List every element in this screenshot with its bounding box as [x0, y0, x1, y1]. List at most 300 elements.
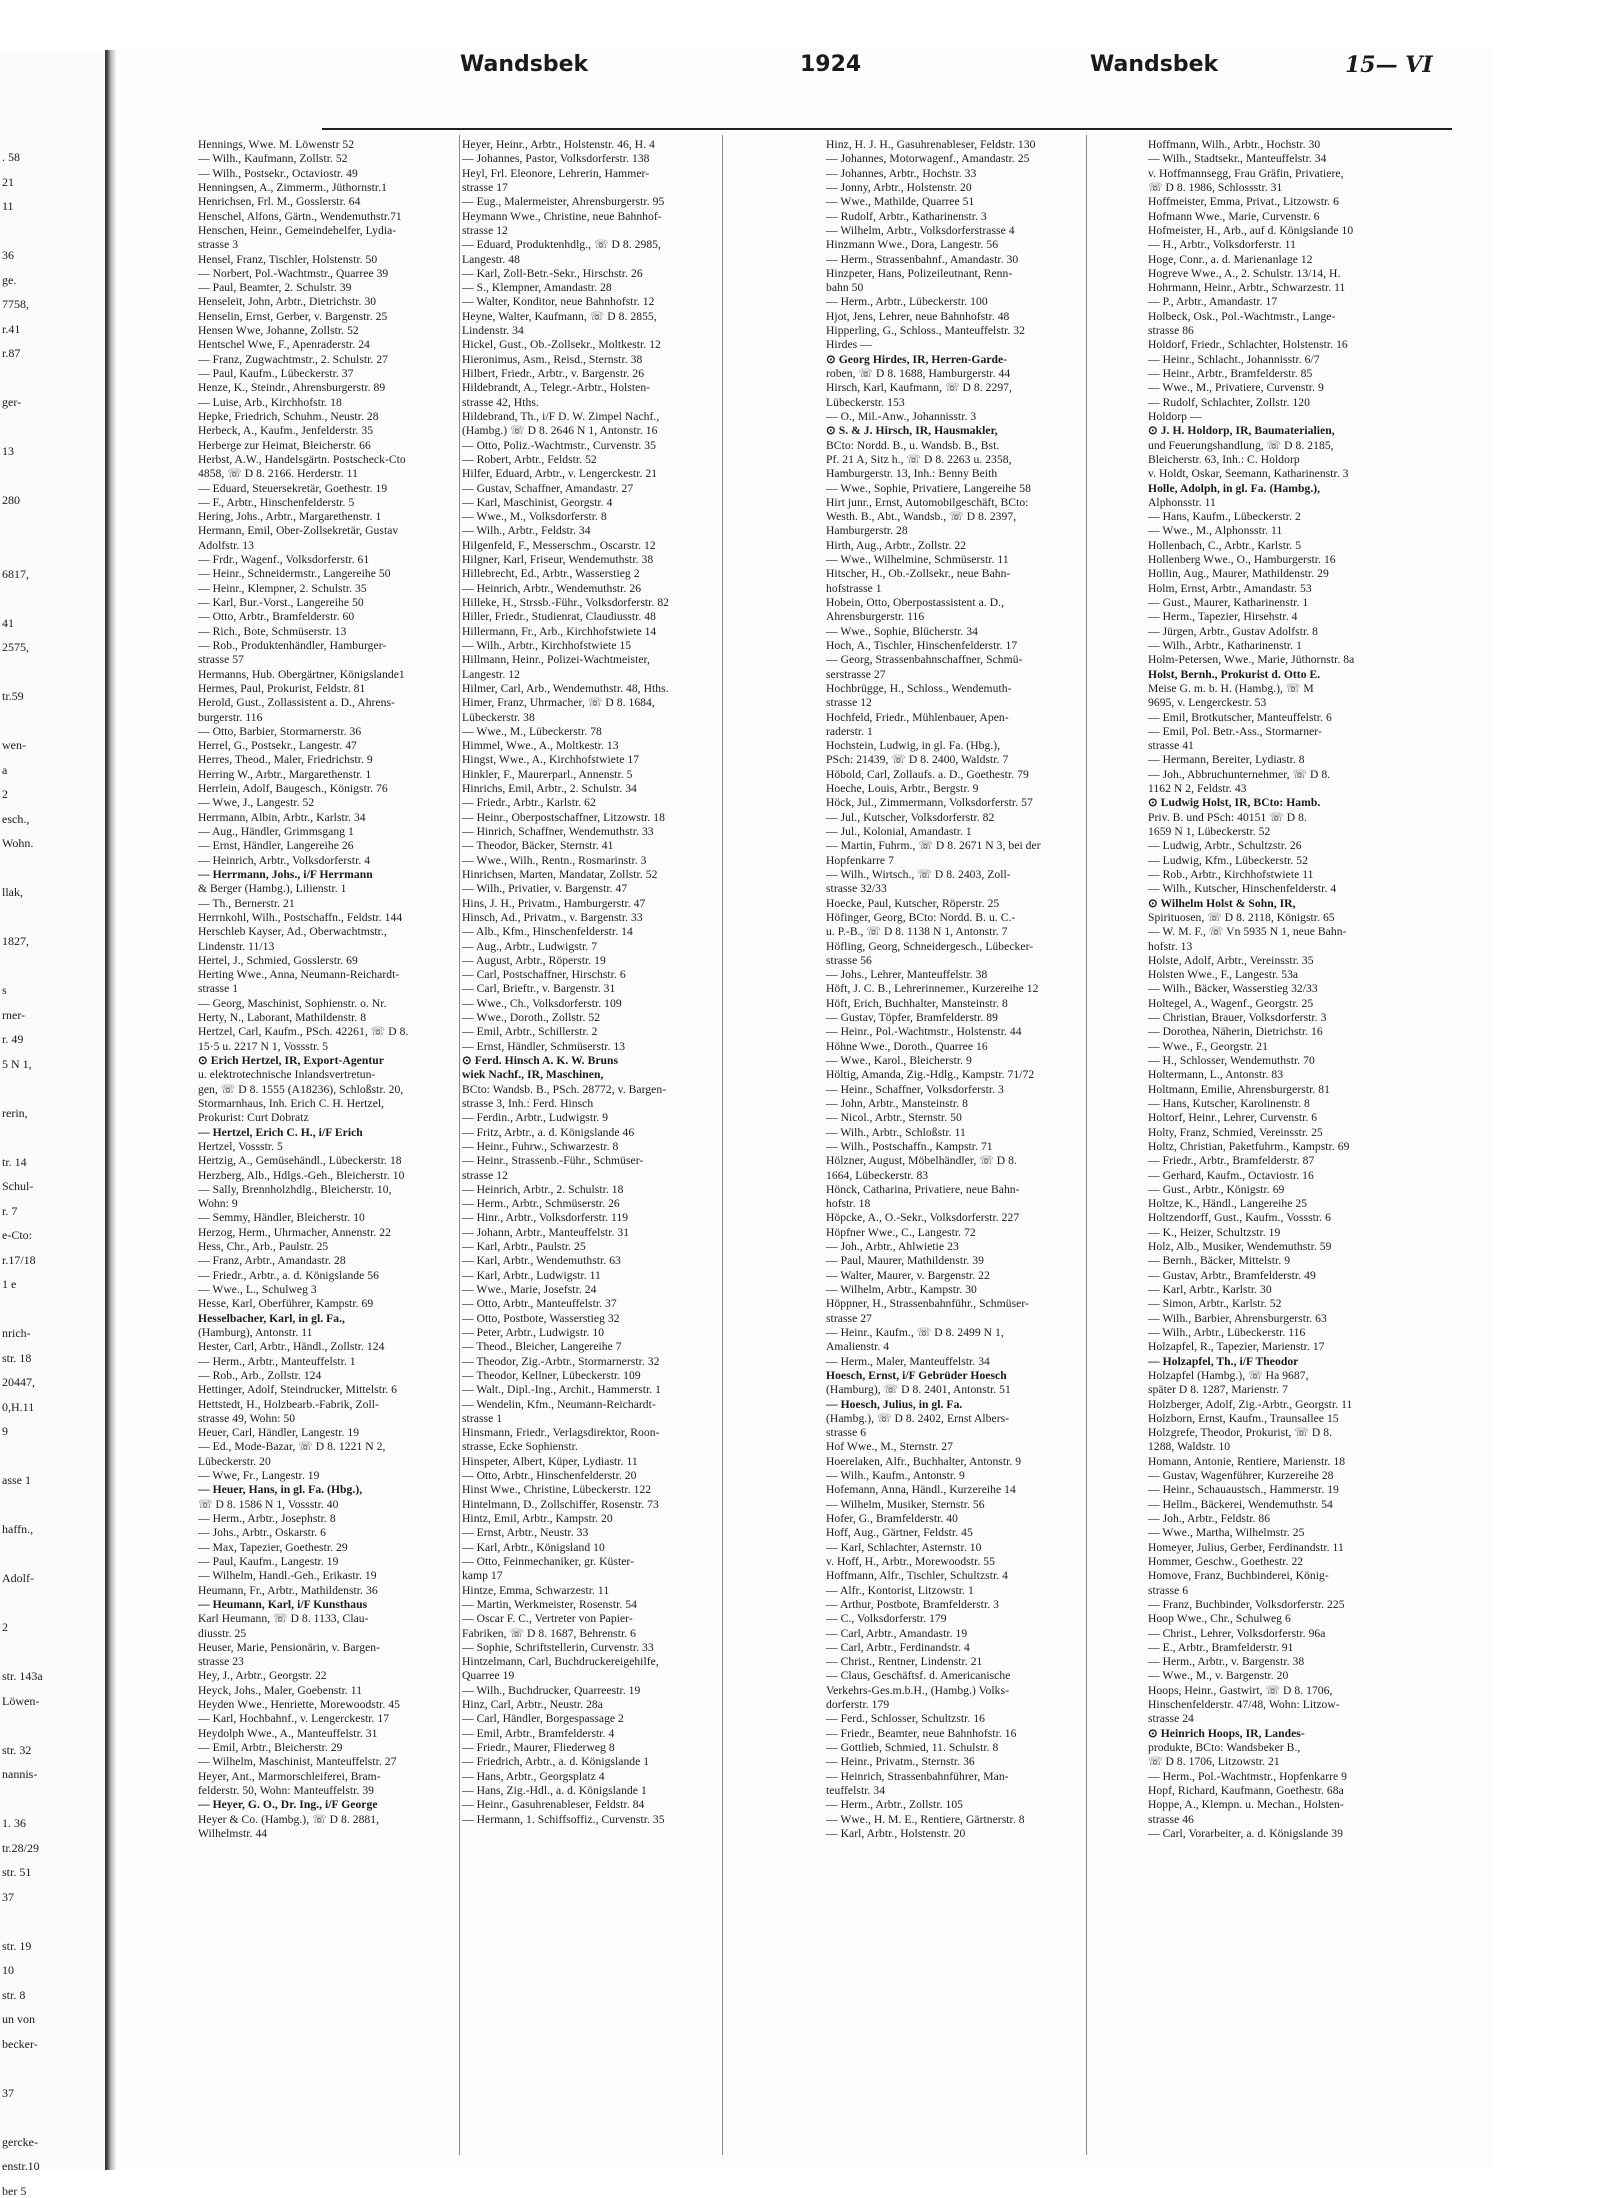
left-page-fragment-line: 21	[2, 174, 14, 189]
directory-entry-line: — Paul, Kaufm., Lübeckerstr. 37	[198, 367, 354, 380]
directory-entry-line: — Gottlieb, Schmied, 11. Schulstr. 8	[826, 1741, 999, 1754]
directory-entry-line: — Sophie, Schriftstellerin, Curvenstr. 33	[462, 1640, 654, 1654]
directory-entry-line: — Friedrich, Arbtr., a. d. Königslande 1	[462, 1755, 650, 1769]
directory-entry-line: Herrmann, Albin, Arbtr., Karlstr. 34	[198, 810, 366, 824]
directory-entry-line: Hensen Wwe, Johanne, Zollstr. 52	[198, 324, 359, 338]
directory-entry-line: — Ludwig, Arbtr., Schultzstr. 26	[1148, 839, 1302, 853]
directory-entry-line: — Jonny, Arbtr., Holstenstr. 20	[826, 180, 972, 194]
header-left-place: Wandsbek	[460, 52, 589, 77]
directory-entry-line: — P., Arbtr., Amandastr. 17	[1148, 295, 1278, 309]
directory-entry-line: — Otto, Arbtr., Manteuffelstr. 37	[462, 1297, 617, 1311]
directory-entry-line: Höhne Wwe., Doroth., Quarree 16	[826, 1039, 988, 1053]
directory-entry-line: — Wwe., M., Alphonsstr. 11	[1148, 524, 1283, 538]
directory-entry-line: ☏ D 8. 1586 N 1, Vossstr. 40	[198, 1497, 339, 1511]
directory-entry-line: — Wilh., Kaufmann, Zollstr. 52	[198, 152, 348, 166]
directory-entry-line: — Hermann, Bereiter, Lydiastr. 8	[1148, 753, 1305, 767]
directory-entry-line: — Karl, Arbtr., Wendemuthstr. 63	[462, 1254, 621, 1268]
directory-entry-line: — Herm., Tapezier, Hirsehstr. 4	[1148, 610, 1298, 624]
directory-entry-line: — Wwe., L., Schulweg 3	[198, 1283, 317, 1296]
directory-entry-line: Hertel, J., Schmied, Gosslerstr. 69	[198, 953, 358, 967]
directory-entry-line: Homeyer, Julius, Gerber, Ferdinandstr. 11	[1148, 1540, 1344, 1554]
directory-entry-line: — S., Klempner, Amandastr. 28	[462, 281, 612, 295]
directory-entry-line: — Johannes, Pastor, Volksdorferstr. 138	[462, 152, 650, 166]
directory-entry-line: Hillebrecht, Ed., Arbtr., Wasserstieg 2	[462, 567, 640, 581]
directory-entry-line: Hensel, Franz, Tischler, Holstenstr. 50	[198, 252, 378, 266]
left-page-fragment-line: r. 49	[2, 1032, 24, 1046]
directory-entry-line: — K., Heizer, Schultzstr. 19	[1148, 1225, 1281, 1239]
left-page-fragment-line: r. 7	[2, 1203, 18, 1218]
directory-entry-line: Hintzelmann, Carl, Buchdruckereigehilfe,	[462, 1655, 659, 1669]
directory-entry-line: — Joh., Arbtr., Ahlwietie 23	[826, 1240, 959, 1254]
directory-entry-line: Hinrichs, Emil, Arbtr., 2. Schulstr. 34	[462, 782, 637, 796]
directory-entry-line: — Emil, Arbtr., Bramfelderstr. 4	[462, 1726, 615, 1740]
directory-entry-line: Hillmann, Heinr., Polizei-Wachtmeister,	[462, 653, 650, 667]
left-page-fragment-line: ber 5	[2, 2183, 27, 2198]
directory-entry-line: Holbeck, Osk., Pol.-Wachtmstr., Lange-	[1148, 309, 1336, 323]
directory-entry-line: — Emil, Brotkutscher, Manteuffelstr. 6	[1148, 710, 1332, 724]
directory-entry-line: Stormarnhaus, Inh. Erich C. H. Hertzel,	[198, 1096, 385, 1110]
directory-entry-line: Höltig, Amanda, Zig.-Hdlg., Kampstr. 71/72	[826, 1068, 1035, 1082]
left-page-fragment-line: 13	[2, 444, 14, 458]
directory-entry-line: Lübeckerstr. 153	[826, 395, 905, 409]
directory-entry-line: Hinkler, F., Maurerparl., Annenstr. 5	[462, 767, 633, 781]
directory-entry-line: Hofmeister, H., Arb., auf d. Königslande 10	[1148, 223, 1354, 237]
directory-entry-line: Hofmann Wwe., Marie, Curvenstr. 6	[1148, 209, 1320, 223]
left-page-fragment-line: ge.	[2, 272, 17, 287]
directory-entry-line: Holste, Adolf, Arbtr., Vereinsstr. 35	[1148, 953, 1314, 967]
directory-entry-line: — Emil, Pol. Betr.-Ass., Stormarner-	[1148, 724, 1322, 738]
directory-entry-line: Hilgenfeld, F., Messerschm., Oscarstr. 12	[462, 538, 656, 552]
directory-entry-line: — Karl, Arbtr., Königsland 10	[462, 1540, 605, 1554]
left-page-fragment-line: tr. 14	[2, 1154, 27, 1169]
directory-entry-line: strasse 1	[462, 1411, 503, 1425]
left-page-fragment-line: 280	[2, 493, 20, 507]
directory-entry-line: — Ludwig, Kfm., Lübeckerstr. 52	[1148, 853, 1308, 867]
directory-entry-line: Holzberger, Adolf, Zig.-Arbtr., Georgstr. 11	[1148, 1397, 1353, 1411]
header-rule	[322, 128, 1452, 130]
directory-entry-line: — Wilh., Postschaffn., Kampstr. 71	[826, 1139, 993, 1153]
directory-entry-line: — Ferdin., Arbtr., Ludwigstr. 9	[462, 1111, 609, 1125]
directory-entry-line: ⊙ S. & J. Hirsch, IR, Hausmakler,	[826, 424, 998, 438]
directory-entry-line: — Karl, Arbtr., Ludwigstr. 11	[462, 1268, 601, 1282]
left-page-fragment-line: becker-	[2, 2036, 38, 2051]
directory-entry-line: Westh. B., Abt., Wandsb., ☏ D 8. 2397,	[826, 510, 1017, 524]
left-page-fragment-line: str. 51	[2, 1865, 32, 1879]
directory-entry-line: Hettstedt, H., Holzbearb.-Fabrik, Zoll-	[198, 1397, 379, 1411]
directory-entry-line: v. Hoffmannsegg, Frau Gräfin, Privatiere,	[1148, 166, 1344, 180]
directory-entry-line: — Emil, Arbtr., Bleicherstr. 29	[198, 1741, 343, 1754]
directory-entry-line: Hess, Chr., Arb., Paulstr. 25	[198, 1240, 329, 1254]
directory-entry-line: — Friedr., Arbtr., a. d. Königslande 56	[198, 1268, 379, 1282]
directory-entry-line: Hildebrandt, A., Telegr.-Arbtr., Holsten-	[462, 381, 651, 395]
directory-entry-line: — Gustav, Töpfer, Bramfelderstr. 89	[826, 1011, 998, 1025]
left-page-fragment-line: 0,H.11	[2, 1399, 35, 1414]
directory-entry-line: Henschel, Alfons, Gärtn., Wendemuthstr.71	[198, 209, 402, 223]
directory-entry-line: — Heinrich, Arbtr., 2. Schulstr. 18	[462, 1182, 624, 1196]
directory-entry-line: Fabriken, ☏ D 8. 1687, Behrenstr. 6	[462, 1626, 637, 1640]
directory-entry-line: Heyck, Johs., Maler, Goebenstr. 11	[198, 1683, 363, 1697]
directory-entry-line: 1162 N 2, Feldstr. 43	[1148, 782, 1247, 796]
directory-entry-line: Pf. 21 A, Sitz h., ☏ D 8. 2263 u. 2358,	[826, 452, 1012, 466]
directory-entry-line: Höck, Jul., Zimmermann, Volksdorferstr. 57	[826, 796, 1033, 810]
directory-entry-line: strasse 32/33	[826, 882, 887, 896]
directory-entry-line: Hinschenfelderstr. 47/48, Wohn: Litzow-	[1148, 1698, 1340, 1712]
directory-entry-line: — Wilhelm, Arbtr., Kampstr. 30	[826, 1283, 977, 1296]
directory-entry-line: Herzog, Herm., Uhrmacher, Annenstr. 22	[198, 1225, 391, 1239]
directory-entry-line: — Otto, Barbier, Stormarnerstr. 36	[198, 724, 362, 738]
directory-entry-line: — Carl, Postschaffner, Hirschstr. 6	[462, 968, 626, 982]
directory-entry-line: — Heumann, Karl, i/F Kunsthaus	[198, 1597, 368, 1611]
directory-entry-line: Hillermann, Fr., Arb., Kirchhofstwiete 14	[462, 624, 657, 638]
directory-entry-line: Herzberg, Alb., Hdlgs.-Geh., Bleicherstr. 10	[198, 1168, 405, 1182]
left-page-fragment-line: un von	[2, 2012, 35, 2026]
directory-entry-line: — Claus, Geschäftsf. d. Americanische	[826, 1669, 1011, 1683]
directory-entry-line: Henze, K., Steindr., Ahrensburgerstr. 89	[198, 381, 386, 395]
directory-entry-line: — Martin, Werkmeister, Rosenstr. 54	[462, 1597, 637, 1611]
directory-entry-line: Hoff, Aug., Gärtner, Feldstr. 45	[826, 1526, 973, 1540]
directory-entry-line: — Walter, Konditor, neue Bahnhofstr. 12	[462, 295, 655, 309]
directory-entry-line: — Eug., Malermeister, Ahrensburgerstr. 95	[462, 195, 665, 209]
directory-entry-line: Holzapfel, R., Tapezier, Marienstr. 17	[1148, 1340, 1325, 1354]
left-page-fragment-line: 1. 36	[2, 1816, 26, 1830]
directory-entry-line: Hochfeld, Friedr., Mühlenbauer, Apen-	[826, 710, 1009, 724]
directory-entry-line: — Wwe, Fr., Langestr. 19	[198, 1469, 320, 1483]
left-page-fragment-line: nannis-	[2, 1767, 38, 1781]
directory-entry-line: strasse 42, Hths.	[462, 395, 539, 409]
directory-entry-line: Herting Wwe., Anna, Neumann-Reichardt-	[198, 968, 400, 982]
directory-entry-line: — W. M. F., ☏ Vn 5935 N 1, neue Bahn-	[1148, 925, 1347, 939]
directory-entry-line: Hennings, Wwe. M. Löwenstr 52	[198, 138, 355, 151]
directory-entry-line: Hirt junr., Ernst, Automobilgeschäft, BCto:	[826, 495, 1029, 509]
directory-entry-line: Hinsmann, Friedr., Verlagsdirektor, Roon-	[462, 1426, 660, 1440]
directory-entry-line: Holtegel, A., Wagenf., Georgstr. 25	[1148, 996, 1314, 1010]
directory-entry-line: — Hoesch, Julius, in gl. Fa.	[826, 1397, 963, 1411]
directory-entry-line: — Wilh., Privatier, v. Bargenstr. 47	[462, 882, 628, 896]
directory-entry-line: — Wwe., Martha, Wilhelmstr. 25	[1148, 1526, 1305, 1540]
directory-entry-line: — Heinrich, Strassenbahnführer, Man-	[826, 1769, 1009, 1783]
column-divider	[459, 135, 460, 2155]
directory-entry-line: Homann, Antonie, Rentiere, Marienstr. 18	[1148, 1454, 1346, 1468]
directory-entry-line: Hilmer, Carl, Arb., Wendemuthstr. 48, Hths.	[462, 681, 669, 695]
directory-entry-line: — Carl, Händler, Borgespassage 2	[462, 1712, 624, 1726]
directory-entry-line: — Karl, Zoll-Betr.-Sekr., Hirschstr. 26	[462, 266, 643, 280]
directory-entry-line: — Hertzel, Erich C. H., i/F Erich	[198, 1125, 363, 1139]
directory-entry-line: — E., Arbtr., Bramfelderstr. 91	[1148, 1640, 1294, 1654]
directory-entry-line: — Wilh., Buchdrucker, Quarreestr. 19	[462, 1683, 641, 1697]
directory-entry-line: — Sally, Brennholzhdlg., Bleicherstr. 10,	[198, 1182, 392, 1196]
directory-entry-line: ⊙ J. H. Holdorp, IR, Baumaterialien,	[1148, 424, 1335, 438]
directory-entry-line: — Norbert, Pol.-Wachtmstr., Quarree 39	[198, 266, 389, 280]
directory-entry-line: wiek Nachf., IR, Maschinen,	[462, 1068, 604, 1082]
left-page-fragment-line: s	[2, 983, 7, 997]
left-page-fragment-line: 7758,	[2, 297, 29, 311]
directory-entry-line: Hilfer, Eduard, Arbtr., v. Lengerckestr. 21	[462, 467, 658, 481]
directory-entry-line: Ahrensburgerstr. 116	[826, 610, 925, 624]
directory-entry-line: — Wilh., Wirtsch., ☏ D 8. 2403, Zoll-	[826, 867, 1011, 881]
directory-entry-line: Hoop Wwe., Chr., Schulweg 6	[1148, 1612, 1291, 1626]
directory-entry-line: — Heinr., Privatm., Sternstr. 36	[826, 1755, 975, 1769]
directory-entry-line: — Karl, Schlachter, Asternstr. 10	[826, 1540, 982, 1554]
directory-entry-line: strasse 57	[198, 653, 244, 667]
directory-entry-line: Himer, Franz, Uhrmacher, ☏ D 8. 1684,	[462, 696, 655, 710]
directory-entry-line: — Wilh., Barbier, Ahrensburgerstr. 63	[1148, 1311, 1327, 1325]
directory-entry-line: Holm-Petersen, Wwe., Marie, Jüthornstr. 8a	[1148, 653, 1355, 667]
directory-entry-line: — Heinrich, Arbtr., Volksdorferstr. 4	[198, 853, 371, 867]
directory-entry-line: Hoerelaken, Alfr., Buchhalter, Antonstr. 9	[826, 1454, 1022, 1468]
directory-entry-line: — Alb., Kfm., Hinschenfelderstr. 14	[462, 925, 633, 939]
directory-entry-line: — August, Arbtr., Röperstr. 19	[462, 953, 606, 967]
directory-entry-line: serstrasse 27	[826, 667, 886, 681]
left-page-fragment-line: gercke-	[2, 2134, 38, 2149]
directory-entry-line: — Gustav, Wagenführer, Kurzereihe 28	[1148, 1469, 1334, 1483]
directory-entry-line: 15·5 u. 2217 N 1, Vossstr. 5	[198, 1039, 329, 1053]
directory-entry-line: Hertzig, A., Gemüsehändl., Lübeckerstr. 18	[198, 1154, 402, 1168]
directory-entry-line: Hildebrand, Th., i/F D. W. Zimpel Nachf.,	[462, 409, 660, 423]
left-page-fragment-line: nrich-	[2, 1326, 31, 1340]
directory-entry-line: — Wilhelm, Arbtr., Volksdorferstrasse 4	[826, 223, 1015, 237]
left-page-fragment-line: Löwen-	[2, 1693, 40, 1708]
left-page-fragment-line: tr.59	[2, 689, 24, 703]
directory-entry-line: Hochbrügge, H., Schloss., Wendemuth-	[826, 681, 1012, 695]
directory-entry-line: Hieronimus, Asm., Reisd., Sternstr. 38	[462, 352, 643, 366]
directory-entry-line: — Rob., Arb., Zollstr. 124	[198, 1368, 322, 1382]
directory-entry-line: — Herm., Arbtr., Josephstr. 8	[198, 1512, 336, 1525]
directory-entry-line: — Wwe., M., Lübeckerstr. 78	[462, 724, 602, 738]
left-page-fragment-line: enstr.10	[2, 2159, 40, 2173]
directory-entry-line: Hirth, Aug., Arbtr., Zollstr. 22	[826, 538, 967, 552]
directory-entry-line: (Hambg.) ☏ D 8. 2646 N 1, Antonstr. 16	[462, 424, 658, 438]
left-page-fragment-line: r.17/18	[2, 1252, 36, 1267]
left-page-fragment-line: 36	[2, 248, 14, 262]
directory-entry-line: BCto: Nordd. B., u. Wandsb. B., Bst.	[826, 438, 1000, 452]
directory-entry-line: — Max, Tapezier, Goethestr. 29	[198, 1540, 348, 1554]
directory-entry-line: — Wwe, J., Langestr. 52	[198, 796, 315, 810]
directory-entry-line: — Heinr., Gasuhrenableser, Feldstr. 84	[462, 1798, 645, 1812]
directory-entry-line: PSch: 21439, ☏ D 8. 2400, Waldstr. 7	[826, 753, 1009, 767]
directory-entry-line: Henseleit, John, Arbtr., Dietrichstr. 30	[198, 295, 377, 309]
directory-entry-line: — Herm., Maler, Manteuffelstr. 34	[826, 1354, 990, 1368]
directory-entry-line: — Wilh., Kaufm., Antonstr. 9	[826, 1469, 965, 1483]
directory-entry-line: — Frdr., Wagenf., Volksdorferstr. 61	[198, 553, 370, 567]
directory-entry-line: Hogreve Wwe., A., 2. Schulstr. 13/14, H.	[1148, 266, 1341, 280]
directory-entry-line: — Eduard, Produktenhdlg., ☏ D 8. 2985,	[462, 238, 661, 252]
directory-entry-line: Hoffmeister, Emma, Privat., Litzowstr. 6	[1148, 195, 1339, 209]
directory-entry-line: — Hans, Kutscher, Karolinenstr. 8	[1148, 1096, 1310, 1110]
directory-entry-line: Holzapfel (Hambg.), ☏ Ha 9687,	[1148, 1368, 1309, 1382]
directory-entry-line: Hertzel, Carl, Kaufm., PSch. 42261, ☏ D 8.	[198, 1025, 409, 1039]
directory-entry-line: — Herm., Arbtr., Lübeckerstr. 100	[826, 295, 988, 309]
directory-entry-line: — Rob., Produktenhändler, Hamburger-	[198, 638, 387, 652]
directory-entry-line: Karl Heumann, ☏ D 8. 1133, Clau-	[198, 1612, 369, 1626]
directory-entry-line: — Dorothea, Näherin, Dietrichstr. 16	[1148, 1025, 1323, 1039]
directory-entry-line: Herty, N., Laborant, Mathildenstr. 8	[198, 1011, 367, 1025]
directory-entry-line: — Wwe., Doroth., Zollstr. 52	[462, 1011, 601, 1025]
left-page-fragment-line: str. 32	[2, 1742, 32, 1757]
directory-entry-line: BCto: Wandsb. B., PSch. 28772, v. Bargen-	[462, 1082, 667, 1096]
directory-entry-line: burgerstr. 116	[198, 710, 263, 724]
directory-entry-line: — Karl, Bur.-Vorst., Langereihe 50	[198, 596, 364, 609]
directory-entry-line: hofstr. 18	[826, 1197, 871, 1211]
directory-entry-line: — Friedr., Arbtr., Bramfelderstr. 87	[1148, 1154, 1315, 1168]
directory-entry-line: — Wwe., M., v. Bargenstr. 20	[1148, 1669, 1289, 1683]
directory-entry-line: — Heinr., Arbtr., Bramfelderstr. 85	[1148, 367, 1313, 380]
directory-entry-line: — Rob., Arbtr., Kirchhofstwiete 11	[1148, 867, 1314, 881]
directory-entry-line: — Herm., Arbtr., v. Bargenstr. 38	[1148, 1655, 1305, 1669]
directory-entry-line: — Robert, Arbtr., Feldstr. 52	[462, 452, 597, 466]
directory-entry-line: Hipperling, G., Schloss., Manteuffelstr. 32	[826, 324, 1026, 338]
directory-entry-line: Hiller, Friedr., Studienrat, Claudiusstr. 48	[462, 610, 656, 624]
left-page-fragment	[0, 50, 107, 2198]
directory-entry-line: Herbeck, A., Kaufm., Jenfelderstr. 35	[198, 424, 374, 438]
left-page-fragment-line: r.87	[2, 346, 21, 360]
directory-entry-line: & Berger (Hambg.), Lilienstr. 1	[198, 882, 347, 896]
directory-entry-line: — Hellm., Bäckerei, Wendemuthstr. 54	[1148, 1497, 1333, 1511]
directory-entry-line: — F., Arbtr., Hinschenfelderstr. 5	[198, 495, 355, 509]
directory-entry-line: Holty, Franz, Schmied, Vereinsstr. 25	[1148, 1125, 1323, 1139]
directory-entry-line: Höbold, Carl, Zollaufs. a. D., Goethestr. 79	[826, 767, 1029, 781]
directory-entry-line: Hinrichsen, Marten, Mandatar, Zollstr. 52	[462, 867, 658, 881]
directory-entry-line: Holzborn, Ernst, Kaufm., Traunsallee 15	[1148, 1411, 1339, 1425]
left-page-fragment-line: 6817,	[2, 566, 29, 581]
left-page-fragment-line: 37	[2, 1889, 14, 1904]
directory-entry-line: Hobein, Otto, Oberpostassistent a. D.,	[826, 596, 1005, 609]
directory-entry-line: produkte, BCto: Wandsbeker B.,	[1148, 1741, 1301, 1754]
left-page-fragment-line: rner-	[2, 1007, 26, 1022]
directory-entry-line: Hoops, Heinr., Gastwirt, ☏ D 8. 1706,	[1148, 1683, 1333, 1697]
directory-entry-line: Holz, Alb., Musiker, Wendemuthstr. 59	[1148, 1240, 1332, 1254]
directory-entry-line: Herrnkohl, Wilh., Postschaffn., Feldstr. 144	[198, 910, 403, 924]
directory-entry-line: Henrichsen, Frl. M., Gosslerstr. 64	[198, 195, 361, 209]
directory-entry-line: strasse 86	[1148, 324, 1194, 338]
left-page-fragment-line: 10	[2, 1963, 14, 1977]
directory-entry-line: — Herm., Arbtr., Zollstr. 105	[826, 1798, 964, 1812]
directory-entry-line: Henselin, Ernst, Gerber, v. Bargenstr. 25	[198, 309, 388, 323]
directory-entry-line: — Heuer, Hans, in gl. Fa. (Hbg.),	[198, 1483, 363, 1497]
directory-entry-line: Prokurist: Curt Dobratz	[198, 1111, 309, 1125]
directory-entry-line: — Karl, Hochbahnf., v. Lengerckestr. 17	[198, 1712, 390, 1726]
directory-entry-line: Holle, Adolph, in gl. Fa. (Hambg.),	[1148, 481, 1321, 495]
directory-entry-line: Hoffmann, Alfr., Tischler, Schultzstr. 4	[826, 1569, 1008, 1583]
directory-entry-line: ⊙ Erich Hertzel, IR, Export-Agentur	[198, 1054, 384, 1067]
directory-entry-line: Höft, Erich, Buchhalter, Mansteinstr. 8	[826, 996, 1008, 1010]
directory-entry-line: — Wilh., Arbtr., Lübeckerstr. 116	[1148, 1325, 1306, 1339]
directory-entry-line: — Paul, Maurer, Mathildenstr. 39	[826, 1254, 984, 1268]
directory-entry-line: — Heinr., Oberpostschaffner, Litzowstr. 18	[462, 810, 665, 824]
directory-entry-line: — Wilh., Arbtr., Katharinenstr. 1	[1148, 638, 1302, 652]
directory-entry-line: — Otto, Arbtr., Hinschenfelderstr. 20	[462, 1469, 637, 1483]
directory-entry-line: strasse 3	[198, 238, 239, 252]
directory-entry-line: Meise G. m. b. H. (Hambg.), ☏ M	[1148, 681, 1314, 695]
directory-entry-line: strasse 56	[826, 953, 872, 967]
directory-entry-line: — Gust., Arbtr., Königstr. 69	[1148, 1182, 1285, 1196]
directory-entry-line: dorferstr. 179	[826, 1698, 890, 1712]
directory-entry-line: ☏ D 8. 1986, Schlossstr. 31	[1148, 180, 1283, 194]
directory-entry-line: — Franz, Arbtr., Amandastr. 28	[198, 1254, 346, 1268]
directory-entry-line: Hintz, Emil, Arbtr., Kampstr. 20	[462, 1512, 613, 1525]
directory-entry-line: Hilbert, Friedr., Arbtr., v. Bargenstr. 26	[462, 367, 645, 380]
directory-entry-line: — Jürgen, Arbtr., Gustav Adolfstr. 8	[1148, 624, 1319, 638]
directory-entry-line: — Peter, Arbtr., Ludwigstr. 10	[462, 1325, 605, 1339]
directory-entry-line: v. Hoff, H., Arbtr., Morewoodstr. 55	[826, 1554, 995, 1568]
directory-entry-line: Lübeckerstr. 20	[198, 1454, 271, 1468]
directory-entry-line: Hingst, Wwe., A., Kirchhofstwiete 17	[462, 753, 640, 767]
directory-entry-line: — Gerhard, Kaufm., Octaviostr. 16	[1148, 1168, 1314, 1182]
directory-entry-line: Hester, Carl, Arbtr., Händl., Zollstr. 124	[198, 1340, 385, 1354]
directory-entry-line: — Luise, Arb., Kirchhofstr. 18	[198, 395, 342, 409]
directory-entry-line: — Joh., Arbtr., Feldstr. 86	[1148, 1512, 1271, 1525]
directory-entry-line: Holtmann, Emilie, Ahrensburgerstr. 81	[1148, 1082, 1330, 1096]
directory-entry-line: Hettinger, Adolf, Steindrucker, Mittelstr. 6	[198, 1383, 397, 1397]
directory-entry-line: — Paul, Beamter, 2. Schulstr. 39	[198, 281, 352, 295]
directory-entry-line: — Heinr., Kaufm., ☏ D 8. 2499 N 1,	[826, 1325, 1004, 1339]
left-page-fragment-line: 1827,	[2, 934, 29, 948]
directory-entry-line: Hintze, Emma, Schwarzestr. 11	[462, 1583, 610, 1597]
directory-entry-line: Hinz, H. J. H., Gasuhrenableser, Feldstr. 130	[826, 138, 1036, 151]
left-page-fragment-line: 5 N 1,	[2, 1056, 32, 1071]
directory-entry-line: — Herrmann, Johs., i/F Herrmann	[198, 867, 373, 881]
directory-entry-line: — Heinr., Klempner, 2. Schulstr. 35	[198, 581, 367, 595]
header-year: 1924	[800, 52, 862, 77]
directory-entry-line: — Hermann, 1. Schiffsoffiz., Curvenstr. 35	[462, 1812, 665, 1826]
directory-entry-line: — Gustav, Schaffner, Amandastr. 27	[462, 481, 634, 495]
directory-entry-line: Herberge zur Heimat, Bleicherstr. 66	[198, 438, 371, 452]
directory-entry-line: Herbst, A.W., Handelsgärtn. Postscheck-Cto	[198, 452, 406, 466]
directory-entry-line: Heumann, Fr., Arbtr., Mathildenstr. 36	[198, 1583, 378, 1597]
directory-entry-line: Hof Wwe., M., Sternstr. 27	[826, 1440, 953, 1454]
directory-entry-line: Hamburgerstr. 13, Inh.: Benny Beith	[826, 467, 998, 481]
left-page-fragment-line: 2575,	[2, 640, 29, 654]
directory-entry-line: strasse 24	[1148, 1712, 1194, 1726]
directory-entry-line: — Friedr., Arbtr., Karlstr. 62	[462, 796, 596, 810]
directory-entry-line: strasse, Ecke Sophienstr.	[462, 1440, 578, 1454]
directory-entry-line: Hins, J. H., Privatm., Hamburgerstr. 47	[462, 896, 646, 910]
directory-entry-line: Holtzendorff, Gust., Kaufm., Vossstr. 6	[1148, 1211, 1331, 1225]
directory-entry-line: — Herm., Strassenbahnf., Amandastr. 30	[826, 252, 1019, 266]
directory-entry-line: diusstr. 25	[198, 1626, 247, 1640]
directory-entry-line: — Wwe., Sophie, Privatiere, Langereihe 58	[826, 481, 1031, 495]
left-page-fragment-line: a	[2, 762, 8, 777]
directory-entry-line: Hirdes —	[826, 338, 872, 352]
directory-entry-line: Hesselbacher, Karl, in gl. Fa.,	[198, 1311, 346, 1325]
directory-entry-line: — Wilhelm, Handl.-Geh., Erikastr. 19	[198, 1569, 377, 1583]
left-page-fragment-line: str. 8	[2, 1987, 26, 2002]
directory-entry-line: — Wilh., Postsekr., Octaviostr. 49	[198, 166, 358, 180]
directory-entry-line: — Oscar F. C., Vertreter von Papier-	[462, 1612, 633, 1626]
header-right-place: Wandsbek	[1090, 52, 1219, 77]
directory-entry-line: — Martin, Fuhrm., ☏ D 8. 2671 N 3, bei der	[826, 839, 1041, 853]
directory-entry-line: 1659 N 1, Lübeckerstr. 52	[1148, 825, 1271, 838]
directory-entry-line: hofstr. 13	[1148, 939, 1193, 953]
directory-entry-line: — Wilh., Arbtr., Feldstr. 34	[462, 524, 591, 538]
left-page-fragment-line: wen-	[2, 738, 26, 752]
directory-entry-line: — Hinrich, Schaffner, Wendemuthstr. 33	[462, 825, 654, 838]
directory-entry-line: Hermann, Emil, Ober-Zollsekretär, Gustav	[198, 524, 399, 538]
directory-entry-line: Henningsen, A., Zimmerm., Jüthornstr.1	[198, 180, 387, 194]
directory-entry-line: Wilhelmstr. 44	[198, 1826, 268, 1840]
left-page-fragment-line: e-Cto:	[2, 1228, 32, 1242]
left-page-fragment-line: 20447,	[2, 1375, 35, 1389]
directory-entry-line: 9695, v. Lengerckestr. 53	[1148, 696, 1267, 710]
directory-entry-line: — Theodor, Zig.-Arbtr., Stormarnerstr. 32	[462, 1354, 660, 1368]
directory-entry-line: später D 8. 1287, Marienstr. 7	[1148, 1383, 1288, 1397]
directory-entry-line: — Hans, Arbtr., Georgsplatz 4	[462, 1769, 605, 1783]
left-page-fragment-line: tr.28/29	[2, 1840, 40, 1855]
left-page-fragment-line: 1 e	[2, 1277, 17, 1291]
directory-entry-line: ☏ D 8. 1706, Litzowstr. 21	[1148, 1755, 1280, 1769]
directory-entry-line: — Wilhelm, Maschinist, Manteuffelstr. 27	[198, 1755, 397, 1769]
directory-entry-line: — Karl, Arbtr., Karlstr. 30	[1148, 1283, 1272, 1296]
directory-entry-line: Adolfstr. 13	[198, 538, 254, 552]
